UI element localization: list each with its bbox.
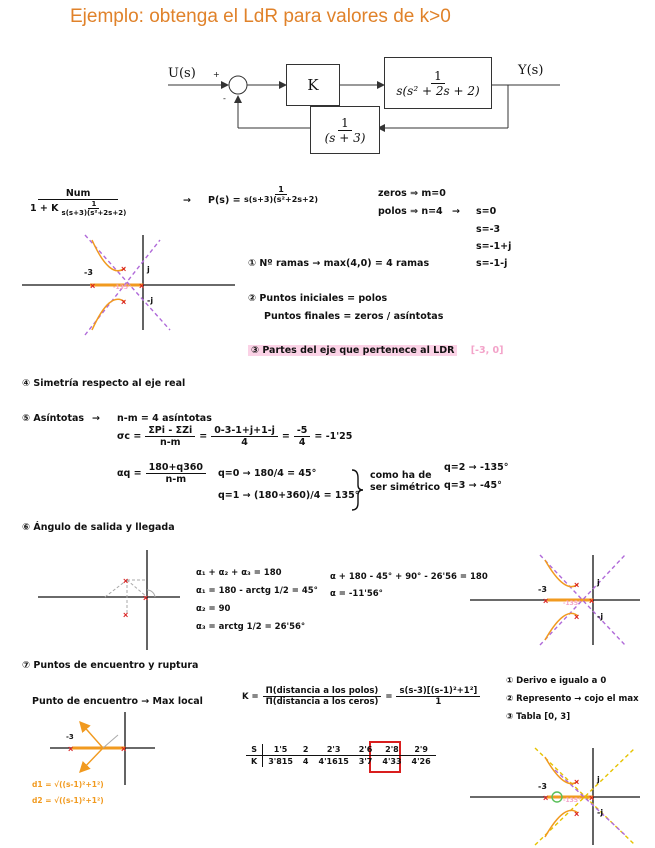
k-rhs-num: s(s-3)[(s-1)²+1²] (396, 686, 480, 697)
sigma-mid-den: 4 (241, 437, 248, 448)
k-equation: K = $\frac{\text{Π(distancia a los polos)}}{\text{Π(distancia a los ceros)}}$ = $\frac{\text{s(s-3)[(s-1)²+1²]}}{1}$ (242, 686, 480, 707)
feedback-num: 1 (338, 116, 352, 131)
inner-num: 1 (88, 200, 99, 209)
alpha-lhs: αq = (117, 468, 142, 479)
page-title: Ejemplo: obtenga el LdR para valores de k>0 (70, 6, 451, 27)
root-locus-plot-3 (470, 748, 640, 845)
q1-line: q=1 → (180+360)/4 = 135° (218, 490, 360, 501)
svg-text:×: × (121, 264, 127, 274)
q3-line: q=3 → -45° (444, 480, 502, 491)
k-rhs-den: 1 (435, 697, 442, 707)
symm-a: como ha de (370, 470, 432, 481)
cell: 4'33 (382, 757, 402, 766)
cell: 3'7 (358, 757, 373, 766)
ang-res: α = -11'56° (330, 589, 383, 599)
feedback-den: (s + 3) (324, 130, 366, 145)
plot3-neg3: -3 (66, 733, 74, 741)
ang-eq: α + 180 - 45° + 90° - 26'56 = 180 (330, 572, 488, 582)
svg-text:×: × (90, 281, 96, 291)
cell: 3'815 (268, 757, 293, 766)
table-row-s (246, 744, 436, 756)
step-2a: ② Puntos iniciales = polos (248, 293, 388, 304)
step-5-arrow: → (92, 413, 100, 424)
sigma-mid-num: 0-3-1+j+1-j (211, 425, 278, 437)
step-5-count: n-m = 4 asíntotas (117, 413, 212, 424)
ps-label: P(s) = (208, 195, 241, 206)
svg-text:×: × (589, 793, 595, 803)
root-locus-plot-2 (470, 555, 640, 645)
svg-text:×: × (574, 580, 580, 590)
k-lhs: K = (242, 691, 259, 702)
sigma-den: n-m (159, 437, 181, 448)
num-label: Num (38, 188, 119, 200)
step-1: ① Nº ramas → max(4,0) = 4 ramas (248, 258, 430, 269)
alpha-num: 180+q360 (146, 462, 206, 474)
cell: 4'1615 (318, 757, 349, 766)
alpha-equation (117, 462, 206, 485)
a2: α₂ = 90 (196, 604, 231, 614)
denom-prefix: 1 + K (30, 203, 59, 214)
plot4-neg-j: -j (597, 808, 604, 817)
cell: S (246, 744, 263, 756)
svg-text:×: × (123, 576, 129, 586)
q0-line: q=0 → 180/4 = 45° (218, 468, 317, 479)
cell: 2'3 (314, 744, 354, 756)
root-2: s=-3 (476, 224, 501, 235)
zeros-line: zeros ⇒ m=0 (378, 188, 446, 199)
plot1-j: j (147, 265, 150, 274)
cell: 4'26 (411, 757, 431, 766)
root-3: s=-1+j (476, 241, 512, 252)
svg-text:×: × (139, 281, 145, 291)
cell: 2'6 (354, 744, 378, 756)
root-1: s=0 (476, 206, 497, 217)
step-7: ⑦ Puntos de encuentro y ruptura (22, 660, 199, 671)
ps-fraction (244, 185, 318, 204)
plot4-neg3: -3 (538, 782, 547, 791)
a-sum: α₁ + α₂ + α₃ = 180 (196, 568, 282, 578)
feedback-block (310, 106, 380, 154)
encuentro-line: Punto de encuentro → Max local (32, 696, 203, 707)
input-label: U(s) (168, 66, 196, 81)
svg-text:×: × (574, 777, 580, 787)
svg-text:×: × (574, 612, 580, 622)
k-num: Π(distancia a los polos) (263, 686, 382, 697)
cell: K (246, 756, 263, 768)
plot2-angle: -135° (563, 600, 582, 607)
sigma-equation: σc = $\frac{\text{ΣPi - ΣZi}}{n-m}$ = $\frac{0-3-1+j+1-j}{4}$ = $\frac{-5}{4}$ = -1'25 (117, 425, 353, 448)
ce-expression (30, 188, 126, 217)
alpha-den: n-m (165, 474, 187, 485)
angle-plot (38, 550, 180, 650)
plot2-j: j (597, 578, 600, 587)
cell: 1'5 (263, 744, 298, 756)
d2-formula: d2 = √((s-1)²+1²) (32, 796, 104, 805)
plot1-neg3: -3 (84, 268, 93, 277)
q2-line: q=2 → -135° (444, 462, 509, 473)
cell: 2 (298, 744, 314, 756)
plot2-neg3: -3 (538, 585, 547, 594)
table-row-k (246, 756, 436, 768)
cell: 2'9 (407, 744, 436, 756)
svg-text:×: × (543, 596, 549, 606)
step-6: ⑥ Ángulo de salida y llegada (22, 522, 175, 533)
a1: α₁ = 180 - arctg 1/2 = 45° (196, 586, 318, 596)
svg-text:×: × (574, 809, 580, 819)
plot1-neg-j: -j (147, 296, 154, 305)
svg-text:×: × (121, 744, 127, 754)
recipe-3: ③ Tabla [0, 3] (506, 712, 571, 722)
plant-block (384, 57, 492, 109)
step-3-text: ③ Partes del eje que pertenece al LDR (248, 345, 457, 356)
svg-text:×: × (68, 744, 74, 754)
plus-sign: + (213, 70, 220, 79)
cell: 4 (302, 757, 309, 766)
sigma-res-den: 4 (298, 437, 306, 448)
gain-label: K (307, 76, 319, 94)
step-3-interval: [-3, 0] (470, 345, 504, 356)
svg-text:×: × (589, 596, 595, 606)
plot4-angle: -135° (563, 797, 582, 804)
sigma-lhs: σc = (117, 431, 142, 442)
svg-text:×: × (143, 593, 149, 603)
root-4: s=-1-j (476, 258, 508, 269)
k-den: Π(distancia a los ceros) (265, 697, 379, 707)
svg-text:×: × (123, 610, 129, 620)
recipe-1: ① Derivo e igualo a 0 (506, 676, 607, 686)
step-2b: Puntos finales = zeros / asíntotas (264, 311, 444, 322)
minus-sign: - (223, 94, 226, 103)
arrow-1: → (183, 195, 191, 206)
output-label: Y(s) (518, 63, 544, 78)
sigma-res-num: -5 (294, 425, 311, 437)
ps-den: s(s+3)(s²+2s+2) (244, 195, 318, 204)
recipe-2: ② Represento → cojo el max (506, 694, 639, 704)
svg-text:×: × (121, 297, 127, 307)
symm-b: ser simétrico (370, 482, 440, 493)
k-table (246, 744, 436, 767)
step-5: ⑤ Asíntotas (22, 413, 85, 424)
plant-den: s(s² + 2s + 2) (396, 83, 480, 98)
gain-block (286, 64, 340, 106)
ps-num: 1 (275, 185, 287, 195)
sigma-final: = -1'25 (314, 431, 353, 442)
inner-den: s(s+3)(s²+2s+2) (61, 209, 127, 217)
cell: 2'8 (377, 744, 406, 756)
a3: α₃ = arctg 1/2 = 26'56° (196, 622, 306, 632)
distance-plot (50, 712, 155, 785)
arrow-2: → (452, 206, 460, 217)
step-3 (248, 345, 503, 356)
d1-formula: d1 = √((s-1)²+1²) (32, 780, 104, 789)
step-4: ④ Simetría respecto al eje real (22, 378, 186, 389)
svg-text:×: × (543, 793, 549, 803)
plot2-neg-j: -j (597, 612, 604, 621)
plot1-angle: -135° (113, 284, 132, 291)
sigma-num: ΣPi - ΣZi (145, 425, 195, 437)
plot4-j: j (597, 775, 600, 784)
polos-line: polos ⇒ n=4 (378, 206, 443, 217)
plant-num: 1 (431, 69, 445, 84)
